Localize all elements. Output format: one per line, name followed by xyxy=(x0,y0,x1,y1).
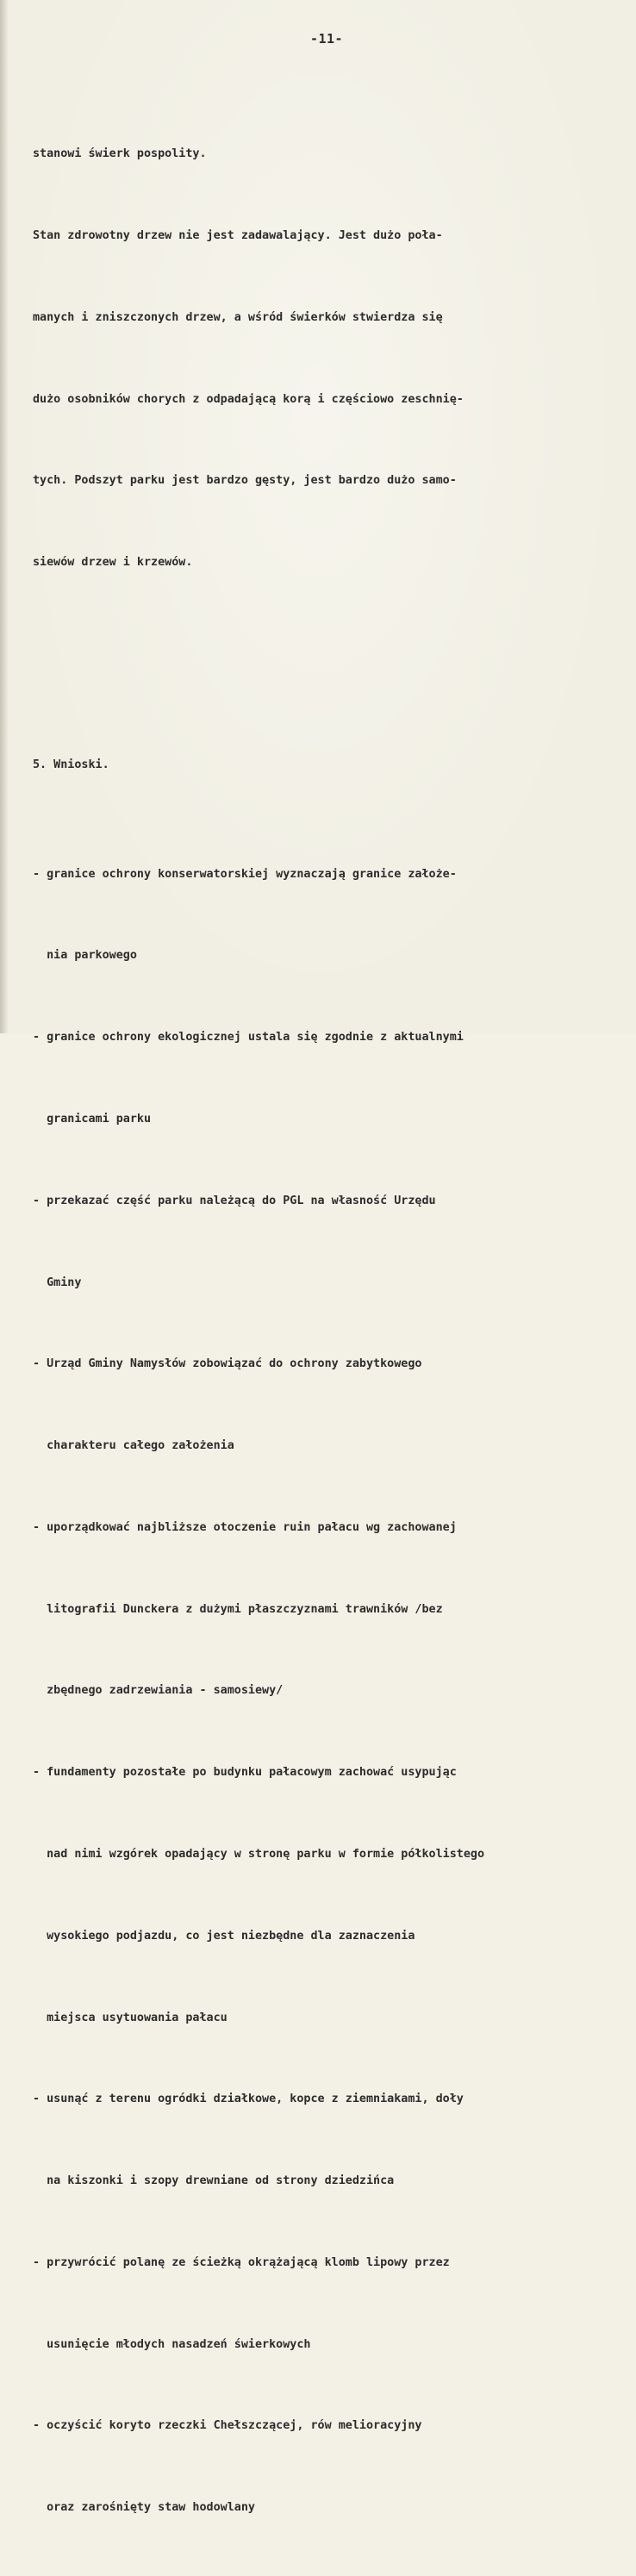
conclusion-line: - oczyścić koryto rzeczki Chełszczącej, rów melioracyjny xyxy=(33,2419,422,2433)
conclusion-line: - uporządkować najbliższe otoczenie ruin pałacu wg zachowanej xyxy=(33,1520,457,1534)
conclusion-line: - granice ochrony ekologicznej ustala się zgodnie z aktualnymi xyxy=(33,1031,464,1045)
conclusion-line: usunięcie młodych nasadzeń świerkowych xyxy=(33,2337,311,2351)
conclusion-line: Gminy xyxy=(33,1276,82,1289)
conclusion-line: litografii Dunckera z dużymi płaszczyznami trawników /bez xyxy=(33,1602,443,1616)
conclusion-line: - usunąć z terenu ogródki działkowe, kopce z ziemniakami, doły xyxy=(33,2093,464,2106)
conclusion-line: zbędnego zadrzewiania - samosiewy/ xyxy=(33,1684,284,1698)
text-line: tych. Podszyt parku jest bardzo gęsty, jest bardzo dużo samo- xyxy=(33,474,457,488)
conclusion-line: - przywrócić polanę ze ścieżką okrążającą klomb lipowy przez xyxy=(33,2255,450,2269)
text-line: stanowi świerk pospolity. xyxy=(33,147,207,161)
conclusion-line: nia parkowego xyxy=(33,949,137,963)
conclusion-line: - fundamenty pozostałe po budynku pałacowym zachować usypując xyxy=(33,1766,457,1780)
conclusion-line: nad nimi wzgórek opadający w stronę parku w formie półkolistego xyxy=(33,1848,485,1861)
document-body xyxy=(33,86,627,2576)
conclusion-line: - przekazać część parku należącą do PGL na własność Urzędu xyxy=(33,1194,436,1207)
conclusion-line: granicami parku xyxy=(33,1112,152,1126)
text-line: Stan zdrowotny drzew nie jest zadawalający. Jest dużo poła- xyxy=(33,228,443,242)
conclusion-line: - granice ochrony konserwatorskiej wyznaczają granice założe- xyxy=(33,867,457,881)
paragraph-gap xyxy=(33,658,627,670)
page-number: -11- xyxy=(309,31,344,47)
text-line: dużo osobników chorych z odpadającą korą i częściowo zeschnię- xyxy=(33,392,464,406)
conclusion-line: wysokiego podjazdu, co jest niezbędne dla zaznaczenia xyxy=(33,1929,415,1943)
conclusion-line: miejsca usytuowania pałacu xyxy=(33,2011,228,2024)
conclusion-line: na kiszonki i szopy drewniane od strony dziedzińca xyxy=(33,2174,395,2188)
page-edge-shadow xyxy=(0,0,9,1033)
text-line: manych i zniszczonych drzew, a wśród świerków stwierdza się xyxy=(33,310,443,324)
conclusion-line: charakteru całego założenia xyxy=(33,1439,234,1453)
conclusion-line: - Urząd Gminy Namysłów zobowiązać do ochrony zabytkowego xyxy=(33,1357,422,1371)
text-line: siewów drzew i krzewów. xyxy=(33,556,193,570)
section-heading: 5. Wnioski. xyxy=(33,758,109,772)
conclusion-line: oraz zarośnięty staw hodowlany xyxy=(33,2501,255,2515)
